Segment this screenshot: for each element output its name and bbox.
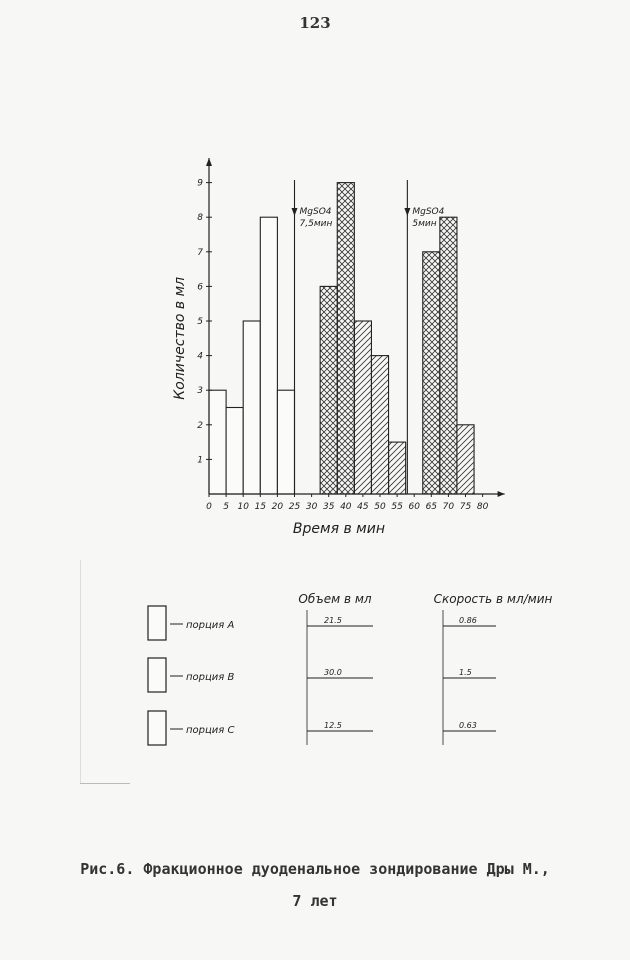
legend-swatch [148,711,166,745]
mgso4-arrow [404,208,410,216]
speed-header: Скорость в мл/мин [433,592,553,606]
bar-crosshatch-2 [423,252,440,494]
bar-diagonal-2 [389,442,406,494]
x-tick-label: 80 [476,502,489,512]
mgso4-arrow [292,208,298,216]
x-tick-label: 10 [237,502,249,512]
mgso4-label: MgSO4 [299,207,332,217]
y-axis-label: Количество в мл [172,276,188,400]
bar-empty-2 [243,321,260,494]
figure-caption-age: 7 лет [292,892,338,910]
speed-value: 0.86 [459,616,477,625]
legend-label: порция C [186,725,235,736]
bar-diagonal-0 [354,321,371,494]
legend-label: порция B [186,672,235,683]
page-number: 123 [299,14,331,32]
y-tick-label: 6 [197,282,203,293]
legend-label: порция A [186,620,235,631]
x-tick-label: 55 [391,502,403,512]
bar-crosshatch-1 [337,183,354,494]
volume-header: Объем в мл [298,592,372,606]
y-tick-label: 4 [197,351,203,362]
bar-diagonal-1 [371,356,388,494]
speed-value: 0.63 [459,721,477,730]
x-tick-label: 30 [305,502,318,512]
bar-empty-0 [209,390,226,494]
y-tick-label: 9 [197,178,203,189]
x-tick-label: 75 [459,502,472,512]
speed-value: 1.5 [459,668,472,677]
bar-diagonal-3 [457,425,474,494]
x-tick-label: 65 [425,502,438,512]
volume-value: 21.5 [324,616,342,625]
x-tick-label: 15 [254,502,267,512]
bar-crosshatch-3 [440,217,457,494]
y-tick-label: 5 [197,317,203,327]
x-tick-label: 20 [271,502,284,512]
y-tick-label: 7 [197,247,203,258]
bar-empty-4 [277,390,294,494]
mgso4-label: 7,5мин [299,219,333,229]
x-axis-label: Время в мин [292,521,385,537]
mgso4-label: MgSO4 [412,207,445,217]
page-edge-mark [80,783,130,784]
x-tick-label: 50 [374,502,386,512]
x-axis-arrow [498,491,505,497]
y-tick-label: 2 [197,420,203,431]
volume-value: 12.5 [324,721,342,730]
y-tick-label: 3 [197,386,203,397]
bar-empty-1 [226,408,243,495]
x-tick-label: 35 [322,502,335,512]
x-tick-label: 60 [408,502,420,512]
legend-swatch [148,658,166,692]
y-tick-label: 1 [197,455,203,466]
bar-empty-3 [260,217,277,494]
x-tick-label: 70 [442,502,455,512]
y-tick-label: 8 [197,213,203,224]
mgso4-label: 5мин [412,219,437,229]
x-tick-label: 0 [206,502,212,512]
bar-crosshatch-0 [320,286,337,494]
figure-caption: Рис.6. Фракционное дуоденальное зондирование Дры М., [80,860,550,878]
x-tick-label: 5 [223,502,229,512]
x-tick-label: 25 [288,502,301,512]
volume-value: 30.0 [324,668,342,677]
legend-swatch [148,606,166,640]
y-axis-arrow [206,158,212,166]
page-edge-line [80,560,81,784]
x-tick-label: 40 [340,502,352,512]
x-tick-label: 45 [357,502,369,512]
